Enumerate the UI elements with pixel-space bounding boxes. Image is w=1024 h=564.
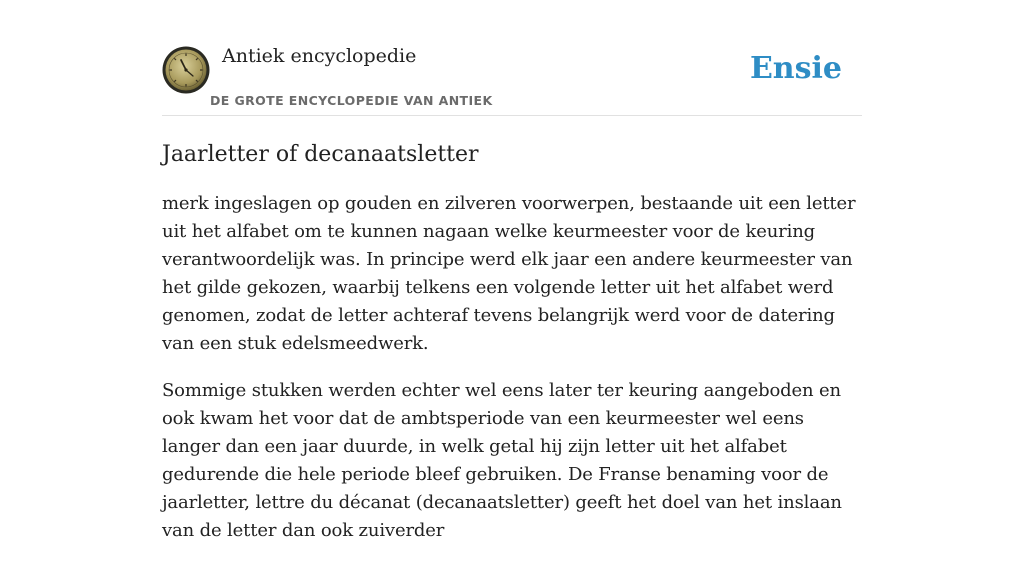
article-paragraph-1: merk ingeslagen op gouden en zilveren voorwerpen, bestaande uit een letter uit het alfabet om te kunnen nagaan welke keurmeester voor de keuring verantwoordelijk was. In principe werd elk jaar een andere keurmeester van het gilde gekozen, waarbij telkens een volgende letter uit het alfabet werd genomen, zodat de letter achteraf tevens belangrijk werd voor de datering van een stuk edelsmeedwerk. — [162, 193, 856, 354]
site-title[interactable]: Antiek encyclopedie — [222, 45, 417, 67]
site-tagline: DE GROTE ENCYCLOPEDIE VAN ANTIEK — [210, 93, 493, 108]
article-title: Jaarletter of decanaatsletter — [162, 142, 479, 167]
article-paragraph-2: Sommige stukken werden echter wel eens later ter keuring aangeboden en ook kwam het voor dat de ambtsperiode van een keurmeester wel eens langer dan een jaar duurde, in welk getal hij zijn letter uit het alfabet gedurende die hele periode bleef gebruiken. De Franse benaming voor de jaarletter, lettre du décanat (decanaatsletter) geeft het doel van het inslaan van de letter dan ook zuiverder — [162, 380, 842, 541]
header-divider — [162, 115, 862, 116]
site-header — [162, 0, 862, 116]
ensie-brand-link[interactable]: Ensie — [749, 51, 842, 86]
article-content — [162, 141, 862, 564]
clock-logo-icon[interactable] — [162, 46, 210, 94]
